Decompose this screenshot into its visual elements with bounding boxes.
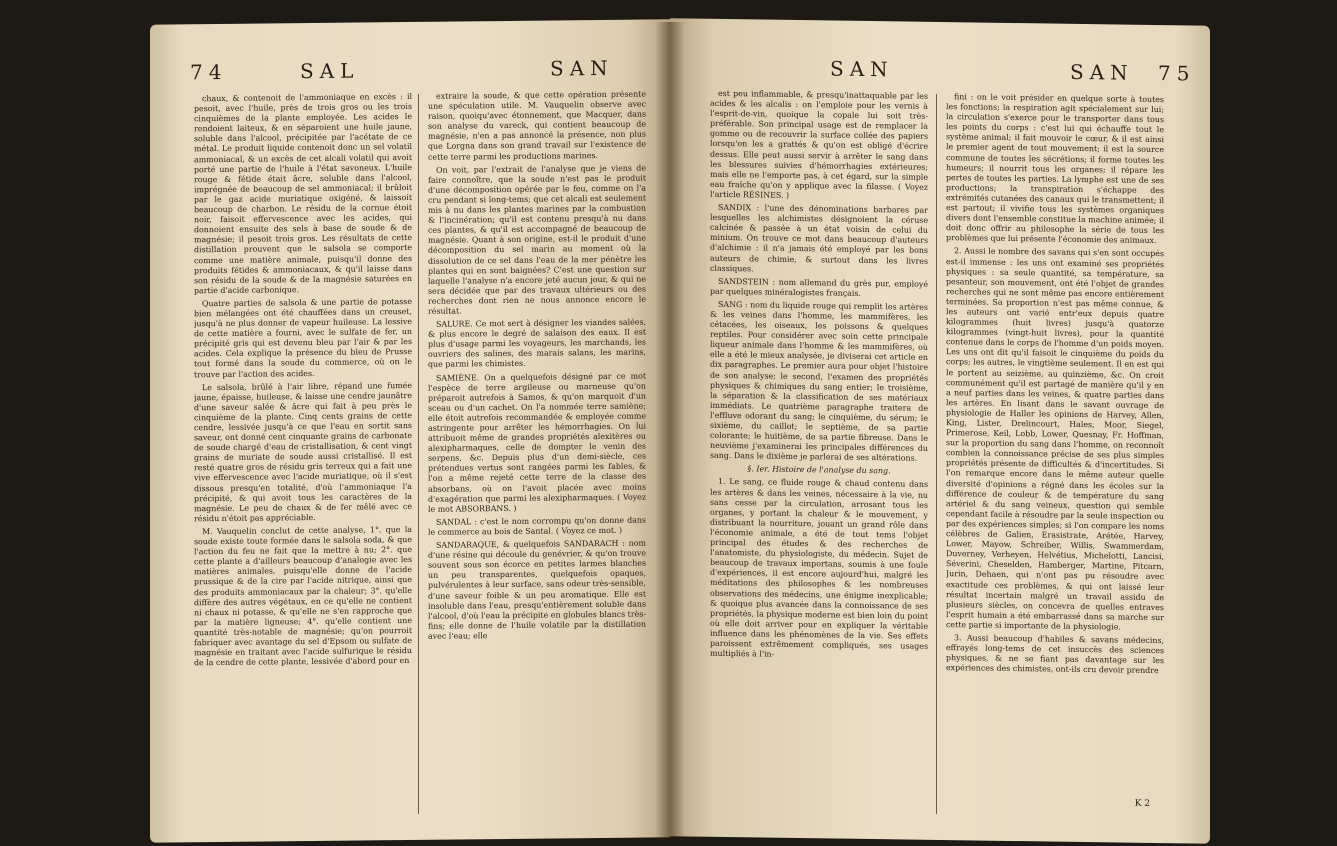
right-page-column-2 [946,92,1164,825]
signature-mark: K 2 [1134,798,1150,809]
right-page [670,18,1210,844]
right-page-header [710,55,1196,92]
paragraph: 3. Aussi beaucoup d'habiles & savans médecins, effrayés long-tems de cet insuccès des sciences physiques, & ne se fiant pas davantage sur les expériences des chimistes, ont-ils cru devoir prendre [946,633,1164,676]
page-number: 75 [1158,61,1196,86]
left-page-header [190,56,640,91]
left-page-column-2 [428,90,646,822]
paragraph: SANDSTEIN : nom allemand du grès pur, employé par quelques minéralogistes français. [710,276,928,298]
paragraph: Quatre parties de salsola & une partie de potasse bien mélangées ont été chauffées dans un creuset, jusqu'à ne plus donner de vapeur huileuse. La lessive de cette matière a fourni, avec le sulfate de fer, un précipité gris qui est devenu bleu par l'air & par les acides. Cela explique la présence du bleu de Prusse tout formé dans la soude du commerce, où on le trouve par l'action des acides. [194,296,412,379]
paragraph: fini : on le voit présider en quelque sorte à toutes les fonctions; la respiration agit spécialement sur lui; la circulation s'exerce pour le transporter dans tous les points du corps : c'est lui qui échauffe tout le système animal; il fait mouvoir le cœur, & il est ainsi le premier agent de tout mouvement; il est la source commune de toutes les sécrétions; il forme toutes les humeurs; il nourrit tous les organes; il répare les pertes de toutes les parties. La lymphe est une de ses productions; la transpiration s'échappe des extrémités cutanées des canaux qui le transmettent; il est partout; il vivifie tous les systèmes organiques divers dont l'ensemble constitue la machine animée; il doit donc offrir au philosophe la série de tous les problèmes que lui présente l'économie des animaux. [946,92,1164,246]
paragraph: 1. Le sang, ce fluide rouge & chaud contenu dans les artères & dans les veines, nécessaire à la vie, nu sans cesse par la circulation, arrosant tous les organes, y portant la chaleur & le mouvement, y distribuant la nourriture, jouant un grand rôle dans l'économie animale, a été de tout tems l'objet principal des études & des recherches de l'anatomiste, du physiologiste, du médecin. Sujet de beaucoup de travaux importans, soumis à une foule d'expériences, il est encore aujourd'hui, malgré les méditations des philosophes & les nombreuses observations des médecins, une énigme inexplicable; & quoique plus avancée dans la connoissance de ses propriétés, la physique moderne est bien loin du point où elle doit arriver pour en expliquer la véritable influence dans les phénomènes de la vie. Ses effets paroissent extrêmement compliqués, ses usages multipliés à l'in- [710,477,928,659]
paragraph: chaux, & contenoit de l'ammoniaque en excès : il pesoit, avec l'huile, près de trois gros ou les trois cinquièmes de la plante employée. Les acides le rendoient laiteux, & en séparoient une huile jaune, soluble dans l'alcool, précipitée par l'acétate de ce métal. Le produit liquide contenoit donc un sel volatil ammoniacal, & un excès de cet alcali volatil qui avoit porté une partie de l'huile à l'état savoneux. L'huile rouge & fétide était âcre, soluble dans l'alcool, imprégnée de beaucoup de sel ammoniacal; il brûloit par le gaz acide muriatique oxigéné, & laissoit beaucoup de charbon. Le résidu de la cornue étoit noir, faisoit effervescence avec les acides, qui donnoient ensuite des sels à base de soude & de magnésie; il pesoit trois gros. Les résultats de cette distillation prouvent que le salsola se comporte comme une matière animale, puisqu'il donne des produits fétides & ammoniacaux, & qu'il laisse dans son résidu de la soude & de la magnésie saturées en partie d'acide carbonique. [194,91,412,296]
paragraph: 2. Aussi le nombre des savans qui s'en sont occupés est-il immense : les uns ont examiné ses propriétés physiques : sa seule quantité, sa température, sa pesanteur, son mouvement, ont été l'objet de grandes recherches qui ne sont même pas encore entièrement terminées. Sa proportion n'est pas même connue, & les auteurs ont varié entr'eux depuis quatre kilogrammes (huit livres) jusqu'à quatorze kilogrammes (vingt-huit livres), pour la quantité contenue dans le corps de l'homme d'un poids moyen. Les uns ont dit qu'il faisoit le cinquième du poids du corps; les autres, le vingtième seulement. Il en est qui le portent au seizième, au quinzième, &c. On croit communément qu'il est partagé de manière qu'il y en a neuf parties dans les veines, & quatre parties dans les artères. En lisant dans le savant ouvrage de physiologie de Haller les opinions de Harvey, Allen, King, Lister, Drelincourt, Hales, Moor, Siegel, Primerose, Keil, Lobb, Lower, Quesnay, Fr. Hoffman, sur la proportion du sang dans l'homme, on reconnoît combien la connoissance précise de ses plus simples propriétés présente de difficultés & d'incertitudes. Si l'on remarque encore dans le même auteur quelle diversité d'opinions a régné dans les écoles sur la différence de couleur & de température du sang artériel & du sang veineux, question qui semble cependant facile à résoudre par la seule inspection ou par des expériences simples; si l'on compare les noms célèbres de Galien, Erasistrate, Arétée, Harvey, Lower, Mayow, Schreiber, Willis, Swammerdam, Duverney, Verheyen, Helvétius, Michelotti, Lancisi, Séverini, Cheselden, Hamberger, Martine, Pitcarn, Jurin, Dehaen, qui n'ont pas pu résoudre avec exactitude ces problèmes, & qui ont laissé leur résultat incertain malgré un travail assidu de plusieurs siècles, on concevra de quelles entraves l'esprit humain a été embarrassé dans sa marche sur cette partie si importante de la physiologie. [946,246,1164,632]
column-rule [418,94,419,814]
paragraph: SAMIÈNE. On a quelquefois désigné par ce mot l'espèce de terre argileuse ou marneuse qu'on préparoit autrefois à Samos, & qu'on marquoit d'un sceau ou d'un cachet. On l'a nommée terre samiène; elle étoit autrefois recommandée & employée comme astringente pour arrêter les hémorrhagies. On lui attribuoit même de grandes propriétés alexitères ou alexipharmaques, celle de dompter le venin des serpens, &c. Depuis plus d'un demi-siècle, ces prétendues vertus sont rangées parmi les fables, & l'on a même rejeté cette terre de la classe des absorbans, où on l'avoit placée avec moins d'exagération que parmi les alexipharmaques. ( Voyez le mot ABSORBANS. ) [428,371,646,514]
paragraph: SANDIX : l'une des dénominations barbares par lesquelles les alchimistes désignoient la céruse calcinée & passée à un état voisin de celui du minium. On trouve ce mot dans beaucoup d'auteurs d'alchimie : il n'a jamais été employé par les bons auteurs de chimie, & surtout dans les livres classiques. [710,202,928,273]
running-head-right: SAN [1070,59,1134,85]
running-head-right: SAN [550,55,614,81]
running-head-left: SAN [830,56,894,82]
paragraph: On voit, par l'extrait de l'analyse que je viens de faire connoître, que la soude n'est pas le produit d'une décomposition opérée par le feu, comme on l'a cru pendant si long-tems; que cet alcali est seulement mis à nu dans les plantes marines par la combustion & l'incinération; qu'il est contenu presqu'à nu dans ces plantes, & qu'il est accompagné de beaucoup de magnésie. Quant à son origine, est-il le produit d'une décomposition du sel marin au moment où la dissolution de ce sel dans l'eau de la mer pénètre les plantes qui en sont baignées? C'est une question sur laquelle l'analyse n'a encore jeté aucun jour, & qui ne sera décidée que par des travaux ultérieurs ou des recherches dont rien ne nous annonce encore le résultat. [428,163,646,316]
running-head-left: SAL [300,58,360,84]
right-page-column-1 [710,89,928,822]
paragraph: SANG : nom du liquide rouge qui remplit les artères & les veines dans l'homme, les mammifères, les cétacées, les oiseaux, les poissons & quelques reptiles. Pour considérer avec soin cette principale liqueur animale dans l'homme & les mammifères, où elle a été le mieux analysée, je diviserai cet article en dix paragraphes. Le premier aura pour objet l'histoire de son analyse; le second, l'examen des propriétés physiques & chimiques du sang entier; le troisième, la séparation & la classification de ses matériaux immédiats. Le quatrième paragraphe traitera de l'effluve odorant du sang; le cinquième, du sérum; le sixième, du caillot; le septième, de sa partie colorante; le huitième, de sa partie fibreuse. Dans le neuvième j'examinerai les principales différences du sang. Dans le dixième je parlerai de ses altérations. [710,299,928,463]
left-page [150,19,670,842]
page-number: 74 [190,59,228,85]
paragraph: Le salsola, brûlé à l'air libre, répand une fumée jaune, épaisse, huileuse, & laisse une cendre jaunâtre d'une saveur salée & âcre qui fait à peu près le cinquième de la plante. Cinq cents grains de cette cendre, lessivée jusqu'à ce que l'eau en sortit sans saveur, ont donné cent cinquante grains de carbonate de soude chargé d'eau de cristallisation, & cent vingt grains de muriate de soude aussi cristallisé. Il est resté quatre gros de résidu gris terreux qui a fait une vive effervescence avec l'acide muriatique, où il s'est dissous presqu'en totalité, d'où l'ammoniaque l'a précipité, & qui avoit tous les caractères de la magnésie. Le peu de chaux & de fer mêlé avec ce résidu n'étoit pas appréciable. [194,380,412,524]
column-rule [936,94,937,814]
book-gutter [655,22,685,840]
paragraph: M. Vauquelin conclut de cette analyse, 1°. que la soude existe toute formée dans le salsola soda, & que l'action du feu ne fait que la mettre à nu; 2°. que cette plante a d'ailleurs beaucoup d'analogie avec les matières animales, puisqu'elle donne de l'acide prussique & de la cire par l'acide nitrique, ainsi que des produits ammoniacaux par la chaleur; 3°. qu'elle diffère des autres végétaux, en ce qu'elle ne contient ni chaux ni potasse, & qu'elle ne s'en rapproche que par la matière ligneuse; 4°. qu'elle contient une quantité très-notable de magnésie; qu'on pourroit fabriquer avec avantage du sel d'Epsom ou sulfate de magnésie en traitant avec l'acide sulfurique le résidu de la cendre de cette plante, lessivée d'abord pour en [194,524,412,668]
paragraph: SANDARAQUE, & quelquefois SANDARACH : nom d'une résine qui découle du genévrier, & qu'on trouve souvent sous son écorce en petites larmes blanches un peu transparentes, quelquefois opaques, pulvérulentes à leur surface, sans odeur très-sensible, d'une saveur foible & un peu aromatique. Elle est insoluble dans l'eau, presqu'entièrement soluble dans l'alcool, d'où l'eau la précipite en globules blancs très-fins; elle donne de l'huile volatile par la distillation avec l'eau; elle [428,538,646,641]
paragraph: SANDAL : c'est le nom corrompu qu'on donne dans le commerce au bois de Santal. ( Voyez ce mot. ) [428,515,646,537]
paragraph: est peu inflammable, & presqu'inattaquable par les acides & les alcalis : on l'emploie pour les vernis à l'esprit-de-vin, quoique la copale lui soit très-préférable. Son principal usage est de remplacer la gomme ou de recouvrir la surface collée des papiers lorsqu'on les a grattés & qu'on est obligé d'écrire dessus. Elle peut aussi servir à arrêter le sang dans les blessures suivies d'hémorrhagies extérieures; mais elle ne l'emporte pas, à cet égard, sur la simple eau fraîche qu'on y applique avec la filasse. ( Voyez l'article RÉSINES. ) [710,88,928,200]
paragraph: extraire la soude, & que cette opération présente une spéculation utile. M. Vauquelin observe avec raison, quoiqu'avec étonnement, que Macquer, dans son analyse du vareck, qui contient beaucoup de magnésie, n'en a pas annoncé la présence, non plus que Lorgna dans son grand travail sur l'existence de cette terre parmi les productions marines. [428,89,646,162]
left-page-column-1 [194,92,412,824]
section-heading: §. Ier. Histoire de l'analyse du sang. [747,464,891,476]
paragraph: SALURE. Ce mot sert à désigner les viandes salées, & plus encore le degré de salaison des eaux. Il est plus d'usage parmi les voyageurs, les marchands, les ouvriers des salines, des marais salans, les marins, que parmi les chimistes. [428,317,646,370]
